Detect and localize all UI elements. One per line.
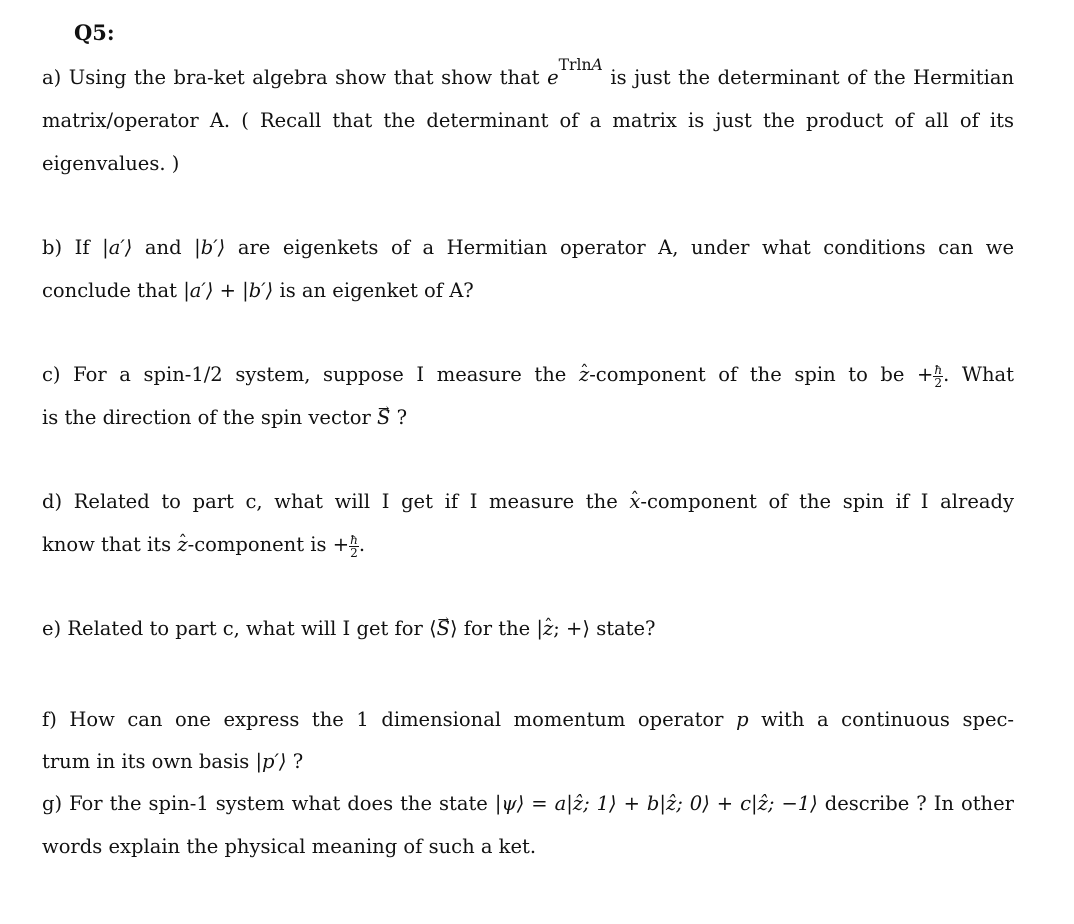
- z-hat-symbol: ˆ z: [579, 363, 589, 386]
- momentum-operator-symbol: p: [736, 708, 749, 731]
- state-ket: |ˆ z; +⟩: [536, 617, 590, 640]
- exponential-base: e: [547, 66, 559, 89]
- hbar-over-2: $\frac{ħ}{2}$: [350, 532, 358, 560]
- part-c-line-1: c) For a spin-1/2 system, suppose I measure the ˆ z-component of the spin to be + $\frac{ħ}{2}$ . What: [42, 361, 1014, 389]
- part-e-line-1: e) Related to part c, what will I get for ⟨→ S⟩ for the |ˆ z; +⟩ state?: [42, 615, 1014, 643]
- part-b-line-1: b) If |a′⟩ and |b′⟩ are eigenkets of a Hermitian operator A, under what conditions can we: [42, 236, 1015, 259]
- part-d-line-1: d) Related to part c, what will I get if I measure the ˆ x-component of the spin if I already: [42, 488, 1014, 516]
- exponential-power: TrlnA: [558, 56, 603, 74]
- ket-b-prime: |b′⟩: [194, 236, 226, 259]
- x-hat-symbol: ˆ x: [629, 490, 640, 513]
- expectation-value: ⟨→ S⟩: [429, 617, 458, 640]
- part-g-line-2: words explain the physical meaning of such a ket.: [42, 835, 537, 858]
- ket-sum: |a′⟩ + |b′⟩: [183, 279, 274, 302]
- part-b-line-2: conclude that |a′⟩ + |b′⟩ is an eigenket of A?: [42, 279, 474, 302]
- part-a-line-2: matrix/operator A. ( Recall that the determinant of a matrix is just the product of all of its: [42, 109, 1014, 132]
- spin-1-state-expression: |ψ⟩ = a|ẑ; 1⟩ + b|ẑ; 0⟩ + c|ẑ; −1⟩: [494, 792, 818, 815]
- part-f-line-1: f) How can one express the 1 dimensional momentum operator p with a continuous spec-: [42, 708, 1014, 731]
- ket-a-prime: |a′⟩: [102, 236, 133, 259]
- part-g-line-1: g) For the spin-1 system what does the state |ψ⟩ = a|ẑ; 1⟩ + b|ẑ; 0⟩ + c|ẑ; −1⟩ describe ? In other: [42, 792, 1014, 815]
- part-a-line-3: eigenvalues. ): [42, 152, 180, 175]
- part-c-line-2: is the direction of the spin vector → S ?: [42, 404, 1014, 432]
- momentum-basis-ket: |p′⟩: [255, 750, 287, 773]
- spin-vector-symbol: → S: [377, 406, 390, 429]
- z-hat-symbol: ˆ z: [177, 533, 187, 556]
- part-a-line-1: a) Using the bra-ket algebra show that show that $e^{TrlnA}$ is just the determinant of the Hermitian: [42, 56, 1015, 89]
- hbar-over-2: $\frac{ħ}{2}$: [934, 362, 943, 390]
- question-title: Q5:: [74, 20, 115, 45]
- part-d-line-2: know that its ˆ z-component is + $\frac{ħ}{2}$ .: [42, 531, 1014, 559]
- part-f-line-2: trum in its own basis |p′⟩ ?: [42, 750, 304, 773]
